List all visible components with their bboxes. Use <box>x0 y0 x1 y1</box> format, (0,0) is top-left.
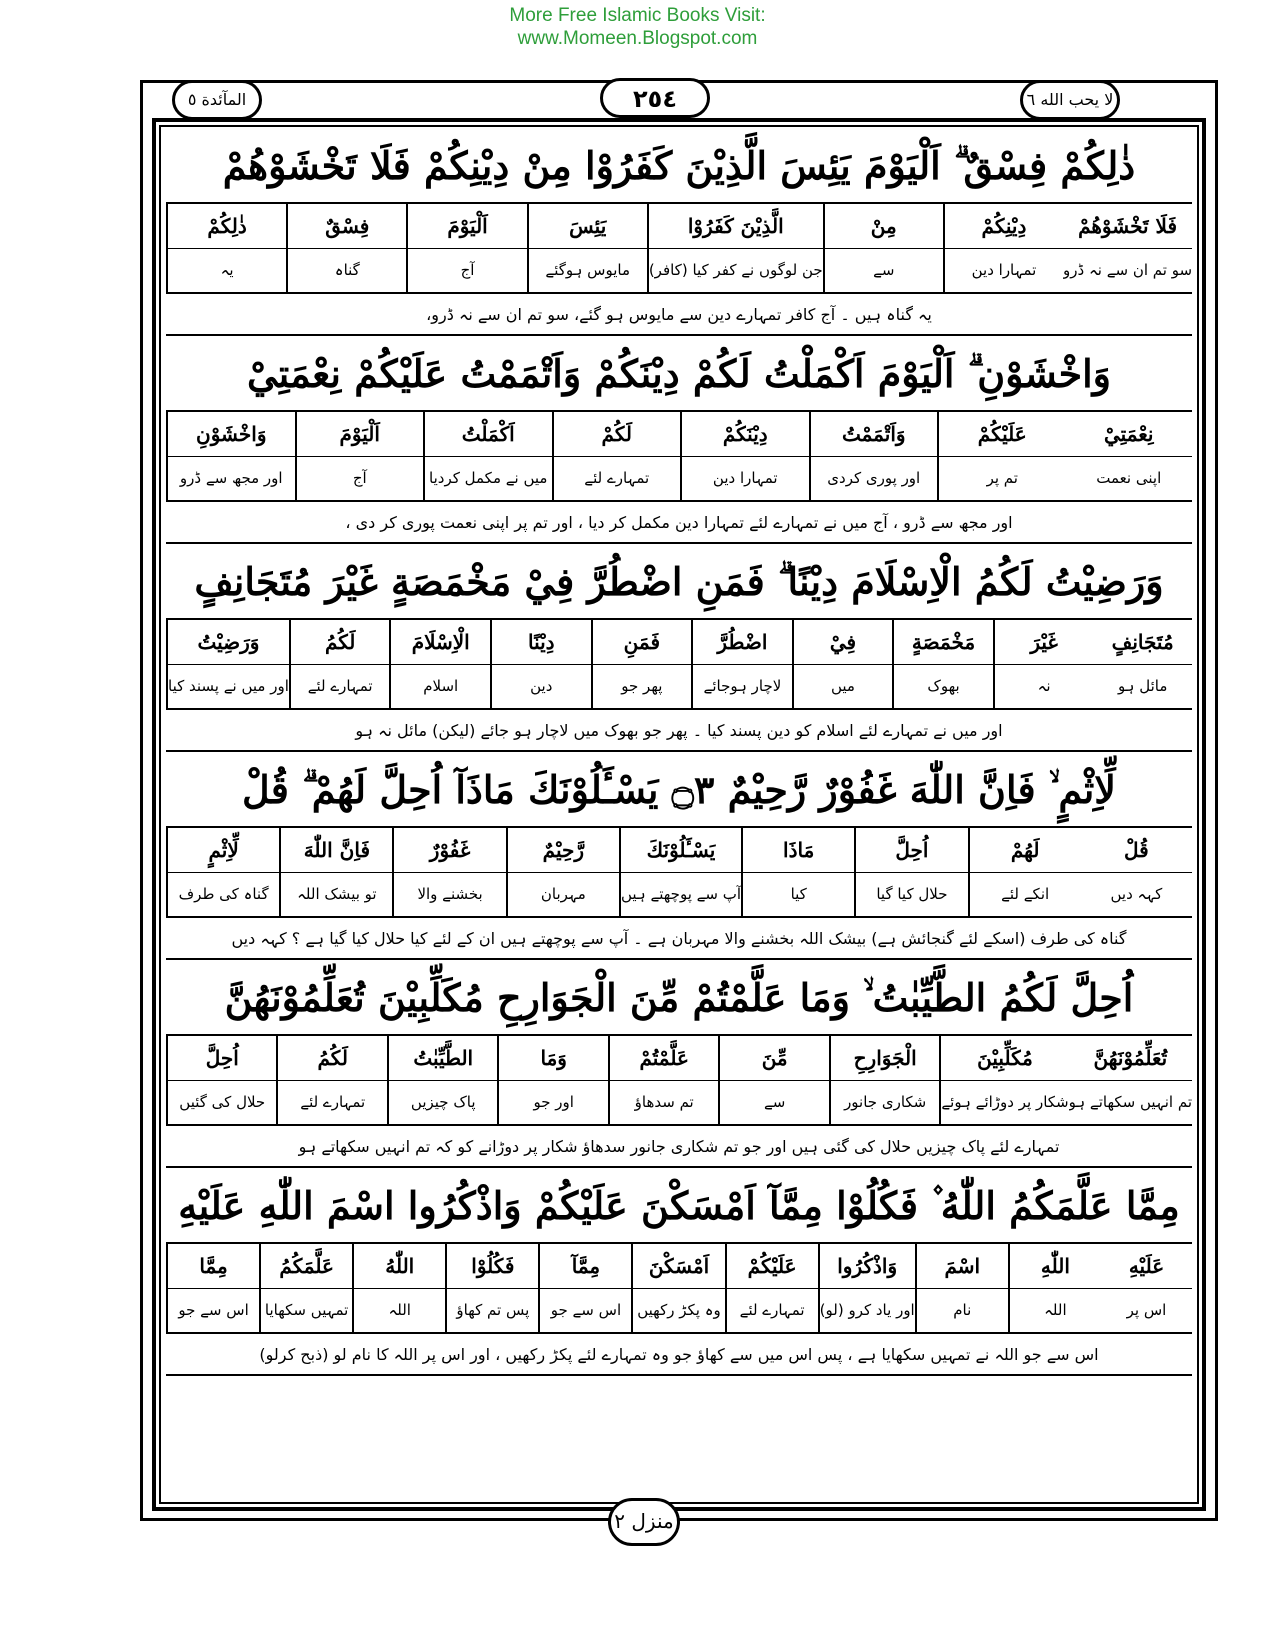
word-cell <box>295 412 424 500</box>
urdu-translation-line: تمہارے لئے پاک چیزیں حلال کی گئی ہیں اور جو تم شکاری جانور سدھاؤ شکار پر دوڑانے کو کہ تم انہیں سکھاتے ہو <box>166 1126 1192 1168</box>
arabic-word: مِمَّآ <box>540 1244 631 1289</box>
word-cell <box>915 1244 1008 1332</box>
arabic-word: لَكُمُ <box>278 1036 386 1081</box>
urdu-word-meaning: اللہ <box>1044 1301 1067 1320</box>
word-cell <box>276 1036 386 1124</box>
arabic-word: مُكَلِّبِيْنَ <box>941 1036 1068 1081</box>
word-cell <box>166 620 289 708</box>
urdu-word-meaning: تمہارے لئے <box>307 677 373 696</box>
urdu-word-meaning: نام <box>953 1301 972 1320</box>
arabic-word: دِيْنَكُمْ <box>682 412 809 457</box>
arabic-verse-line: وَرَضِيْتُ لَكُمُ الْاِسْلَامَ دِيْنًا ۗ فَمَنِ اضْطُرَّ فِيْ مَخْمَصَةٍ غَيْرَ مُتَجَانِفٍ <box>194 559 1164 604</box>
word-cell <box>166 1036 276 1124</box>
arabic-word: لَكُمْ <box>554 412 681 457</box>
word-cell <box>937 412 1066 500</box>
word-cell <box>968 828 1081 916</box>
arabic-word: فِسْقٌ <box>288 204 406 249</box>
arabic-word: رَّحِيْمٌ <box>508 828 619 873</box>
word-cell <box>392 828 505 916</box>
urdu-word-meaning: گناہ کی طرف <box>178 885 269 904</box>
urdu-word-meaning: پھر جو <box>621 677 663 696</box>
word-cell <box>497 1036 607 1124</box>
urdu-word-meaning: کہہ دیں <box>1110 885 1163 904</box>
word-cell <box>506 828 619 916</box>
urdu-word-meaning: شکار پر دوڑائے ہوئے <box>941 1093 1069 1112</box>
arabic-word: فَاِنَّ اللّٰهَ <box>281 828 392 873</box>
word-cell <box>166 828 279 916</box>
arabic-verse-line: اُحِلَّ لَكُمُ الطَّيِّبٰتُ ۙ وَمَا عَلَّمْتُمْ مِّنَ الْجَوَارِحِ مُكَلِّبِيْنَ تُعَلِّمُوْنَهُنَّ <box>224 975 1134 1020</box>
word-cell <box>718 1036 828 1124</box>
arabic-word: اَلْيَوْمَ <box>408 204 526 249</box>
urdu-translation-line: اور میں نے تمہارے لئے اسلام کو دین پسند کیا ۔ پھر جو بھوک میں لاچار ہو جائے (لیکن) مائل نہ ہو <box>166 710 1192 752</box>
arabic-word: لَهُمْ <box>970 828 1081 873</box>
urdu-word-meaning: پس تم کھاؤ <box>456 1301 530 1320</box>
word-cell <box>829 1036 939 1124</box>
arabic-word: مَاذَا <box>743 828 854 873</box>
arabic-word: الطَّيِّبٰتُ <box>389 1036 497 1081</box>
urdu-word-meaning: حلال کی گئیں <box>179 1093 266 1112</box>
arabic-word: قُلْ <box>1081 828 1192 873</box>
juz-name-label: لا يحب الله ٦ <box>1020 80 1120 120</box>
arabic-word: مِنْ <box>825 204 943 249</box>
urdu-word-meaning: مایوس ہوگئے <box>545 261 631 280</box>
word-cell <box>1008 1244 1101 1332</box>
word-cell <box>389 620 490 708</box>
urdu-word-meaning: اور یاد کرو (لو) <box>819 1301 915 1320</box>
urdu-translation-line: اور مجھ سے ڈرو ، آج میں نے تمہارے لئے تمہارا دین مکمل کر دیا ، اور تم پر اپنی نعمت پوری کر دی ، <box>166 502 1192 544</box>
arabic-word: اضْطُرَّ <box>693 620 792 665</box>
urdu-word-meaning: یہ <box>220 261 234 280</box>
word-cell <box>647 204 823 292</box>
urdu-word-meaning: شکاری جانور <box>844 1093 927 1112</box>
urdu-word-meaning: اسلام <box>423 677 459 696</box>
urdu-word-meaning: مائل ہو <box>1117 677 1168 696</box>
arabic-word: اسْمَ <box>917 1244 1008 1289</box>
urdu-word-meaning: آپ سے پوچھتے ہیں <box>620 885 742 904</box>
word-by-word-grid <box>166 826 1192 918</box>
arabic-word: نِعْمَتِيْ <box>1066 412 1193 457</box>
word-cell <box>538 1244 631 1332</box>
urdu-word-meaning: اپنی نعمت <box>1096 469 1162 488</box>
word-cell <box>259 1244 352 1332</box>
arabic-word: اللّٰهُ <box>354 1244 445 1289</box>
urdu-word-meaning: سے <box>873 261 895 280</box>
arabic-verse-line: مِمَّا عَلَّمَكُمُ اللّٰهُ ۫ فَكُلُوْا مِمَّآ اَمْسَكْنَ عَلَيْكُمْ وَاذْكُرُوا اسْمَ اللّٰهِ عَلَيْهِ <box>178 1183 1180 1228</box>
urdu-word-meaning: میں <box>830 677 855 696</box>
word-by-word-grid <box>166 410 1192 502</box>
urdu-word-meaning: تم انہیں سکھاتے ہو <box>1068 1093 1193 1112</box>
urdu-word-meaning: تمہارے لئے <box>584 469 650 488</box>
urdu-word-meaning: اور پوری کردی <box>827 469 921 488</box>
arabic-word: ذٰلِكُمْ <box>168 204 286 249</box>
urdu-translation-line: گناہ کی طرف (اسکے لئے گنجائش ہے) بیشک اللہ بخشنے والا مہربان ہے ۔ آپ سے پوچھتے ہیں ان کے لئے کیا حلال کیا گیا ہے ؟ کہہ دیں <box>166 918 1192 960</box>
arabic-word: وَاَتْمَمْتُ <box>811 412 938 457</box>
word-cell <box>823 204 943 292</box>
arabic-word: يَئِسَ <box>529 204 647 249</box>
arabic-word: وَاخْشَوْنِ <box>168 412 295 457</box>
urdu-word-meaning: سے <box>763 1093 786 1112</box>
arabic-word: اللّٰهِ <box>1010 1244 1101 1289</box>
urdu-word-meaning: تمہارے لئے <box>300 1093 366 1112</box>
page-number: ٢٥٤ <box>600 78 710 118</box>
word-cell <box>166 412 295 500</box>
word-cell <box>279 828 392 916</box>
urdu-word-meaning: تمہارا دین <box>712 469 778 488</box>
word-cell <box>166 204 286 292</box>
urdu-translation-line: اس سے جو اللہ نے تمہیں سکھایا ہے ، پس اس میں سے کھاؤ جو وہ تمہارے لئے پکڑ رکھیں ، اور اس پر اللہ کا نام لو (ذبح کرلو) <box>166 1334 1192 1376</box>
word-cell <box>818 1244 915 1332</box>
word-cell <box>1101 1244 1192 1332</box>
word-by-word-grid <box>166 202 1192 294</box>
word-cell <box>591 620 692 708</box>
arabic-verse-line: لِّاِثْمٍ ۙ فَاِنَّ اللّٰهَ غَفُوْرٌ رَّحِيْمٌ ۝٣ يَسْـَٔلُوْنَكَ مَاذَآ اُحِلَّ لَهُمْ ۗ قُلْ <box>242 767 1116 812</box>
word-cell <box>552 412 681 500</box>
urdu-word-meaning: اللہ <box>388 1301 411 1320</box>
urdu-word-meaning: تو بیشک اللہ <box>297 885 377 904</box>
word-cell <box>387 1036 497 1124</box>
arabic-word: اَكْمَلْتُ <box>425 412 552 457</box>
word-cell <box>1069 1036 1192 1124</box>
top-link-line1[interactable]: More Free Islamic Books Visit: <box>509 5 766 26</box>
urdu-word-meaning: آج <box>460 261 475 280</box>
word-cell <box>1081 828 1192 916</box>
urdu-word-meaning: مہربان <box>540 885 586 904</box>
word-cell <box>993 620 1094 708</box>
arabic-verse-line: وَاخْشَوْنِ ۗ اَلْيَوْمَ اَكْمَلْتُ لَكُمْ دِيْنَكُمْ وَاَتْمَمْتُ عَلَيْكُمْ نِعْمَتِيْ <box>246 351 1112 396</box>
arabic-word: عَلَّمَكُمُ <box>261 1244 352 1289</box>
word-cell <box>809 412 938 500</box>
urdu-word-meaning: گناہ <box>334 261 360 280</box>
arabic-word: الَّذِيْنَ كَفَرُوْا <box>649 204 823 249</box>
arabic-word: وَاذْكُرُوا <box>820 1244 915 1289</box>
arabic-word: اَلْيَوْمَ <box>297 412 424 457</box>
urdu-word-meaning: انکے لئے <box>1001 885 1050 904</box>
urdu-word-meaning: تم پر <box>986 469 1018 488</box>
urdu-word-meaning: لاچار ہوجائے <box>703 677 782 696</box>
arabic-verse-line: ذٰلِكُمْ فِسْقٌ ۗ اَلْيَوْمَ يَئِسَ الَّذِيْنَ كَفَرُوْا مِنْ دِيْنِكُمْ فَلَا تَخْشَوْهُمْ <box>222 143 1136 188</box>
urdu-word-meaning: آج <box>352 469 367 488</box>
arabic-word: وَرَضِيْتُ <box>168 620 289 665</box>
arabic-word: عَلَيْكُمْ <box>939 412 1066 457</box>
arabic-word: لِّاِثْمٍ <box>168 828 279 873</box>
arabic-word: يَسْـَٔلُوْنَكَ <box>621 828 741 873</box>
urdu-translation-line: یہ گناہ ہیں ۔ آج کافر تمہارے دین سے مایوس ہو گئے، سو تم ان سے نہ ڈرو، <box>166 294 1192 336</box>
word-cell <box>445 1244 538 1332</box>
urdu-word-meaning: تم سدھاؤ <box>634 1093 694 1112</box>
arabic-word: عَلَّمْتُمْ <box>610 1036 718 1081</box>
arabic-word: الْجَوَارِحِ <box>831 1036 939 1081</box>
urdu-word-meaning: اور مجھ سے ڈرو <box>179 469 283 488</box>
word-cell <box>352 1244 445 1332</box>
arabic-word: تُعَلِّمُوْنَهُنَّ <box>1069 1036 1192 1081</box>
arabic-word: غَفُوْرٌ <box>394 828 505 873</box>
urdu-word-meaning: اور جو <box>533 1093 574 1112</box>
urdu-word-meaning: جن لوگوں نے کفر کیا (کافر) <box>648 261 823 280</box>
word-cell <box>423 412 552 500</box>
urdu-word-meaning: کیا <box>790 885 807 904</box>
urdu-word-meaning: سو تم ان سے نہ ڈرو <box>1063 261 1193 280</box>
arabic-word: فِيْ <box>794 620 893 665</box>
arabic-word: فَمَنِ <box>593 620 692 665</box>
word-cell <box>1093 620 1192 708</box>
urdu-word-meaning: اس سے جو <box>178 1301 249 1320</box>
word-cell <box>406 204 526 292</box>
word-cell <box>286 204 406 292</box>
arabic-word: وَمَا <box>499 1036 607 1081</box>
urdu-word-meaning: اس سے جو <box>550 1301 622 1320</box>
manzil-label: منزل ٢ <box>608 1498 680 1546</box>
word-cell <box>691 620 792 708</box>
urdu-word-meaning: تمہارے لئے <box>739 1301 805 1320</box>
surah-name-label: المآئدة ٥ <box>172 80 262 120</box>
word-cell <box>631 1244 724 1332</box>
urdu-word-meaning: وہ پکڑ رکھیں <box>637 1301 721 1320</box>
arabic-word: اُحِلَّ <box>856 828 967 873</box>
arabic-word: غَيْرَ <box>995 620 1094 665</box>
arabic-word: الْاِسْلَامَ <box>391 620 490 665</box>
word-cell <box>490 620 591 708</box>
urdu-word-meaning: تمہیں سکھایا <box>264 1301 349 1320</box>
arabic-word: دِيْنِكُمْ <box>945 204 1063 249</box>
arabic-word: عَلَيْكُمْ <box>727 1244 818 1289</box>
urdu-word-meaning: دین <box>530 677 553 696</box>
word-cell <box>608 1036 718 1124</box>
word-cell <box>527 204 647 292</box>
word-cell <box>854 828 967 916</box>
arabic-word: دِيْنًا <box>492 620 591 665</box>
word-cell <box>892 620 993 708</box>
word-cell <box>619 828 741 916</box>
urdu-word-meaning: اس پر <box>1126 1301 1167 1320</box>
arabic-word: اُحِلَّ <box>168 1036 276 1081</box>
arabic-word: فَلَا تَخْشَوْهُمْ <box>1063 204 1192 249</box>
word-cell <box>680 412 809 500</box>
word-cell <box>1066 412 1193 500</box>
word-cell <box>725 1244 818 1332</box>
urdu-word-meaning: بخشنے والا <box>417 885 483 904</box>
word-cell <box>792 620 893 708</box>
word-cell <box>166 1244 259 1332</box>
arabic-word: مِّنَ <box>720 1036 828 1081</box>
arabic-word: مِمَّا <box>168 1244 259 1289</box>
word-cell <box>939 1036 1068 1124</box>
urdu-word-meaning: نہ <box>1037 677 1051 696</box>
word-cell <box>741 828 854 916</box>
word-cell <box>1063 204 1192 292</box>
arabic-word: فَكُلُوْا <box>447 1244 538 1289</box>
arabic-word: لَكُمُ <box>291 620 390 665</box>
urdu-word-meaning: میں نے مکمل کردیا <box>429 469 548 488</box>
word-by-word-grid <box>166 1034 1192 1126</box>
urdu-word-meaning: اور میں نے پسند کیا <box>168 677 289 696</box>
word-cell <box>289 620 390 708</box>
top-link-line2[interactable]: www.Momeen.Blogspot.com <box>517 28 758 49</box>
word-by-word-grid <box>166 618 1192 710</box>
word-by-word-grid <box>166 1242 1192 1334</box>
urdu-word-meaning: تمہارا دین <box>971 261 1037 280</box>
word-cell <box>943 204 1063 292</box>
arabic-word: اَمْسَكْنَ <box>633 1244 724 1289</box>
urdu-word-meaning: پاک چیزیں <box>410 1093 476 1112</box>
urdu-word-meaning: حلال کیا گیا <box>876 885 948 904</box>
urdu-word-meaning: بھوک <box>927 677 960 696</box>
arabic-word: مُتَجَانِفٍ <box>1093 620 1192 665</box>
arabic-word: مَخْمَصَةٍ <box>894 620 993 665</box>
arabic-word: عَلَيْهِ <box>1101 1244 1192 1289</box>
